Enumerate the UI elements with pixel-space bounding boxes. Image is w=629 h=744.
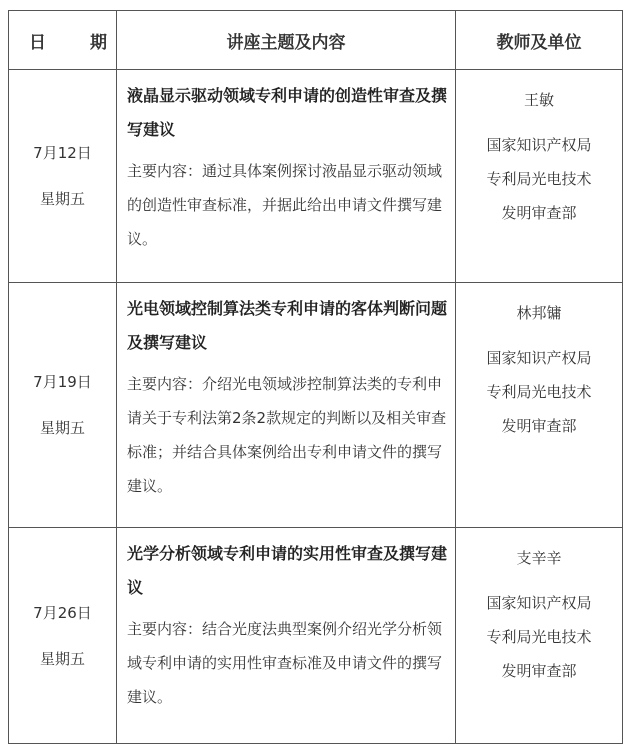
- teacher-org-line: 专利局光电技术: [486, 383, 592, 401]
- lecture-content: 主要内容：介绍光电领域涉控制算法类的专利申请关于专利法第2条2款规定的判断以及相关审查标准；并结合具体案例给出专利申请文件的撰写建议。: [127, 375, 447, 495]
- header-date-char-1: 日: [29, 32, 46, 53]
- lecture-title: 光学分析领域专利申请的实用性审查及撰写建议: [127, 544, 448, 597]
- lecture-date: 7月12日: [33, 144, 92, 162]
- teacher-org-line: 国家知识产权局: [486, 594, 592, 612]
- topic-cell: [117, 528, 456, 744]
- teacher-cell: [456, 70, 623, 283]
- teacher-name: 支辛辛: [516, 549, 562, 567]
- teacher-org-line: 专利局光电技术: [486, 628, 592, 646]
- teacher-org-line: 专利局光电技术: [486, 170, 592, 188]
- lecture-content: 主要内容：结合光度法典型案例介绍光学分析领域专利申请的实用性审查标准及申请文件的撰写建议。: [127, 620, 443, 706]
- lecture-title: 光电领域控制算法类专利申请的客体判断问题及撰写建议: [127, 299, 448, 352]
- lecture-weekday: 星期五: [39, 190, 85, 208]
- teacher-org-line: 国家知识产权局: [486, 136, 592, 154]
- header-date-char-2: 期: [90, 32, 107, 53]
- header-row: [9, 11, 623, 70]
- teacher-org-line: 国家知识产权局: [486, 349, 592, 367]
- header-topic: 讲座主题及内容: [117, 11, 456, 70]
- teacher-name: 王敏: [523, 91, 554, 109]
- lecture-date: 7月26日: [33, 603, 92, 622]
- header-date: [9, 11, 117, 70]
- date-cell: [9, 283, 117, 528]
- teacher-cell: [456, 283, 623, 528]
- table-row: [9, 528, 623, 744]
- teacher-name: 林邦镛: [516, 304, 562, 322]
- teacher-cell: [456, 528, 623, 744]
- date-cell: [9, 528, 117, 744]
- teacher-org-line: 发明审查部: [501, 662, 577, 680]
- date-cell: [9, 70, 117, 283]
- topic-cell: [117, 283, 456, 528]
- lecture-schedule-table: [8, 10, 623, 744]
- lecture-weekday: 星期五: [39, 649, 85, 668]
- header-teacher: 教师及单位: [456, 11, 623, 70]
- teacher-org-line: 发明审查部: [501, 417, 577, 435]
- lecture-date: 7月19日: [33, 373, 92, 391]
- teacher-org-line: 发明审查部: [501, 204, 577, 222]
- table-row: [9, 283, 623, 528]
- topic-cell: [117, 70, 456, 283]
- lecture-title: 液晶显示驱动领域专利申请的创造性审查及撰写建议: [127, 86, 448, 139]
- table-row: [9, 70, 623, 283]
- lecture-content: 主要内容：通过具体案例探讨液晶显示驱动领域的创造性审查标准，并据此给出申请文件撰写建议。: [127, 162, 443, 248]
- lecture-weekday: 星期五: [39, 419, 85, 437]
